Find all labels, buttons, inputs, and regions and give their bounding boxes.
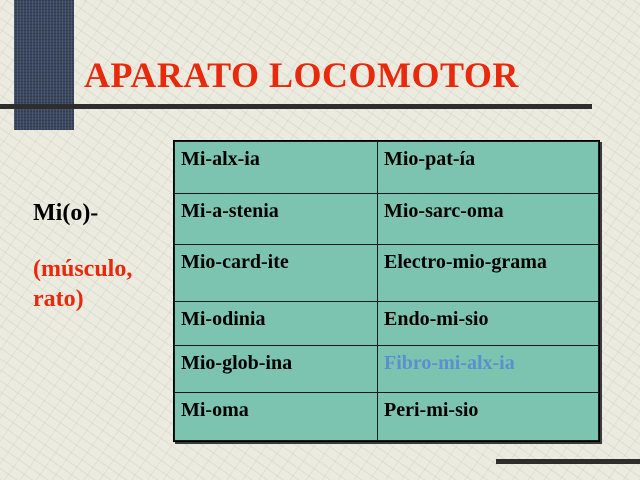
- table-row: [175, 142, 599, 194]
- prefix-meaning: (músculo, rato): [33, 256, 133, 312]
- prefix-label: Mi(o)-: [33, 200, 99, 226]
- table-row: [175, 194, 599, 245]
- decorative-square: [14, 0, 74, 130]
- table-cell: Peri-mi-sio: [378, 393, 599, 441]
- table-cell: Mio-glob-ina: [175, 346, 378, 393]
- table-cell-highlighted: Fibro-mi-alx-ia: [378, 346, 599, 393]
- table-row: [175, 393, 599, 441]
- table-cell: Mio-sarc-oma: [378, 194, 599, 245]
- bottom-rule: [496, 459, 640, 464]
- table-row: [175, 302, 599, 346]
- table-cell: Mi-a-stenia: [175, 194, 378, 245]
- terms-table: [173, 140, 600, 442]
- table-row: [175, 346, 599, 393]
- table-cell: Mi-oma: [175, 393, 378, 441]
- slide-title: APARATO LOCOMOTOR: [84, 55, 519, 95]
- table-cell: Mio-card-ite: [175, 245, 378, 302]
- table-cell: Electro-mio-grama: [378, 245, 599, 302]
- table-cell: Endo-mi-sio: [378, 302, 599, 346]
- table-row: [175, 245, 599, 302]
- table-cell: Mi-odinia: [175, 302, 378, 346]
- title-underline: [0, 104, 592, 109]
- table-cell: Mio-pat-ía: [378, 142, 599, 194]
- table-cell: Mi-alx-ia: [175, 142, 378, 194]
